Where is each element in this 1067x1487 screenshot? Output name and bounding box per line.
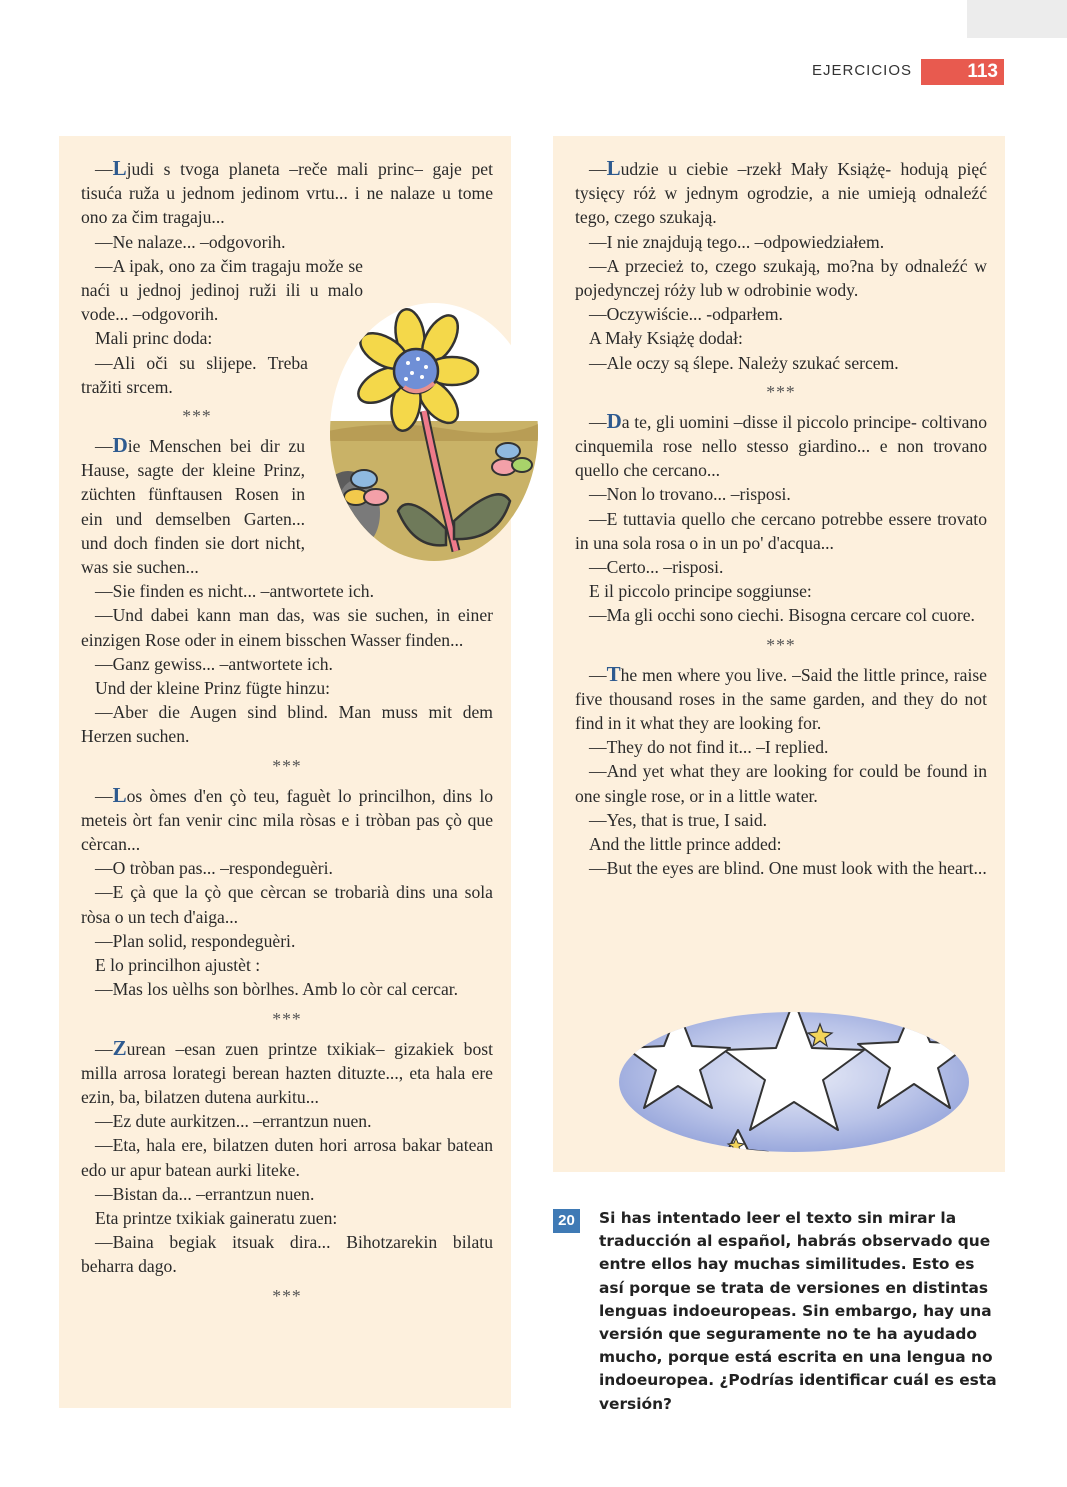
paragraph: —Yes, that is true, I said. [589, 809, 768, 830]
paragraph: —O tròban pas... –respondeguèri. [95, 858, 333, 879]
paragraph: —A ipak, ono za čim tragaju može se naći u jednoj jedinoj ruži ili u malo vode... –odgovorih. [81, 255, 363, 325]
paragraph: A Mały Książę dodał: [589, 328, 743, 349]
drop-initial: Z [112, 1035, 127, 1060]
paragraph: Mali princ doda: [95, 328, 213, 349]
paragraph: —Ludzie u ciebie –rzekł Mały Książę- hodują pięć tysięcy róż w jednym ogrodzie, a nie umieją odnaleźć tego, czego szukają. [575, 156, 987, 228]
paragraph: —Mas los uèlhs son bòrlhes. Amb lo còr cal cercar. [95, 979, 459, 1000]
paragraph: —But the eyes are blind. One must look with the heart... [589, 858, 987, 879]
corner-tab [967, 0, 1067, 38]
paragraph: —Ez dute aurkitzen... –errantzun nuen. [95, 1111, 372, 1132]
drop-initial: L [606, 156, 621, 180]
separator: *** [182, 406, 212, 427]
paragraph: —Plan solid, respondeguèri. [95, 930, 296, 951]
paragraph: —Los òmes d'en çò teu, faguèt lo princilhon, dins lo meteis òrt fan venir cinc mila ròsas e i tròban pas çò que cèrcan... [81, 782, 493, 855]
paragraph: E il piccolo principe soggiunse: [589, 581, 812, 602]
paragraph: —Aber die Augen sind blind. Man muss mit dem Herzen suchen. [81, 702, 493, 747]
paragraph: —Die Menschen bei dir zu Hause, sagte der kleine Prinz, züchten fünftausen Rosen in ein und demselben Garten... und doch finden sie dort nicht, was sie suchen... [81, 433, 305, 578]
paragraph: —A przecież to, czego szukają, mo?na by odnaleźć w pojedynczej róży lub w odrobinie wody. [575, 255, 987, 301]
exercise-number: 20 [553, 1209, 580, 1233]
separator: *** [766, 381, 796, 402]
occitan-version [81, 783, 493, 1002]
paragraph: —Ganz gewiss... –antwortete ich. [95, 653, 333, 674]
section-label: EJERCICIOS [812, 62, 913, 79]
paragraph: —The men where you live. –Said the little prince, raise five thousand roses in the same garden, and they do not find in it what they are looking for. [575, 661, 987, 734]
separator: *** [272, 1008, 302, 1029]
paragraph: —Und dabei kann man das, was sie suchen, in einer einzigen Rose oder in einem bisschen Wasser finden... [81, 605, 493, 650]
paragraph: —Ali oči su slijepe. Treba tražiti srcem. [81, 352, 308, 397]
paragraph: —Baina begiak itsuak dira... Bihotzarekin bilatu beharra dago. [81, 1232, 493, 1277]
stars-illustration [618, 1010, 970, 1154]
paragraph: —I nie znajdują tego... –odpowiedziałem. [589, 231, 885, 252]
separator: *** [766, 634, 796, 655]
paragraph: —Ma gli occhi sono ciechi. Bisogna cercare col cuore. [589, 605, 975, 626]
flower-illustration [328, 301, 540, 563]
paragraph: —Sie finden es nicht... –antwortete ich. [95, 581, 374, 602]
page-number: 113 [921, 59, 1004, 85]
paragraph: —Oczywiście... -odparłem. [589, 304, 783, 325]
drop-initial: D [606, 408, 622, 433]
drop-initial: D [112, 433, 128, 458]
paragraph: —Bistan da... –errantzun nuen. [95, 1183, 315, 1204]
basque-version [81, 1036, 493, 1279]
paragraph: And the little prince added: [589, 834, 782, 855]
separator: *** [272, 755, 302, 776]
paragraph: —Non lo trovano... –risposi. [589, 484, 791, 505]
paragraph: Eta printze txikiak gaineratu zuen: [95, 1207, 338, 1228]
drop-initial: L [112, 782, 127, 807]
paragraph: —Ljudi s tvoga planeta –reče mali princ– gaje pet tisuća ruža u jednom jedinom vrtu... i ne nalaze u tome ono za čim tragaju... [81, 156, 493, 228]
drop-initial: L [112, 156, 127, 180]
paragraph: —Certo... –risposi. [589, 557, 724, 578]
paragraph: —Zurean –esan zuen printze txikiak– gizakiek bost milla arrosa lorategi berean hazten dituzte..., eta hala ere ezin, ba, bilatzen dutena aurkitu... [81, 1035, 493, 1107]
drop-initial: T [606, 661, 621, 686]
english-version [575, 662, 987, 881]
polish-version [575, 156, 987, 375]
paragraph: —Ne nalaze... –odgovorih. [95, 231, 286, 252]
italian-version [575, 409, 987, 628]
exercise-text: Si has intentado leer el texto sin mirar la traducción al español, habrás observado que entre ellos hay muchas similitudes. Esto es así porque se trata de versiones en distintas lenguas indoeuropeas. Sin embargo, hay una versión que seguramente no te ha ayudado mucho, porque está escrita en una lengua no indoeuropea. ¿Podrías identificar cuál es esta versión? [599, 1209, 997, 1413]
paragraph: —Da te, gli uomini –disse il piccolo principe- coltivano cinquemila rose nello stesso giardino... e non trovano quello che cercano... [575, 408, 987, 481]
paragraph: —And yet what they are looking for could be found in one single rose, or in a little water. [575, 761, 987, 806]
separator: *** [272, 1285, 302, 1306]
paragraph: —Eta, hala ere, bilatzen duten hori arrosa bakar batean edo ur apur batean aurki liteke. [81, 1135, 493, 1180]
paragraph: E lo princilhon ajustèt : [95, 955, 261, 976]
paragraph: —Ale oczy są ślepe. Należy szukać sercem. [589, 352, 899, 373]
exercise-20 [553, 1207, 1003, 1416]
paragraph: —E çà que la çò que cèrcan se trobarià dins una sola ròsa o un tech d'aiga... [81, 882, 493, 927]
paragraph: Und der kleine Prinz fügte hinzu: [95, 678, 331, 699]
paragraph: —E tuttavia quello che cercano potrebbe essere trovato in una sola rosa o in un po' d'acqua... [575, 508, 987, 553]
paragraph: —They do not find it... –I replied. [589, 737, 829, 758]
